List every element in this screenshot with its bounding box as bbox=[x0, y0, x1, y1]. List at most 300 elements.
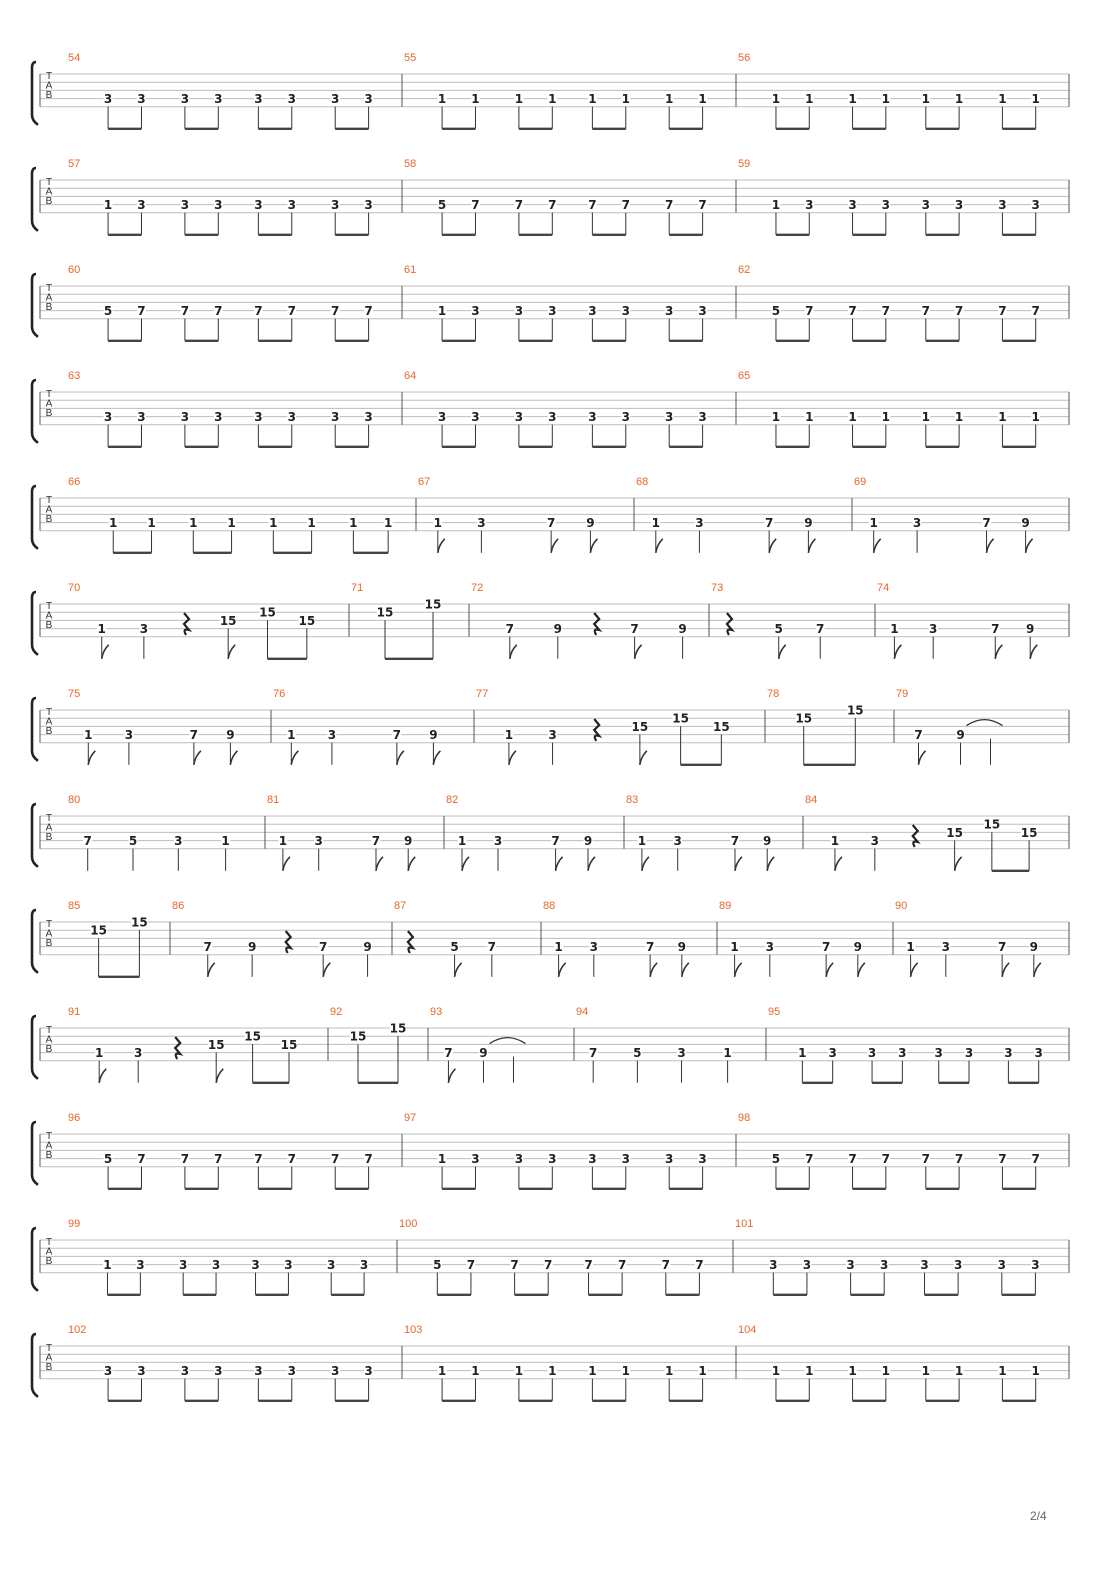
tab-note bbox=[589, 1046, 598, 1083]
tab-note bbox=[589, 940, 598, 977]
fret-number: 3 bbox=[214, 410, 223, 425]
quarter-rest-icon bbox=[175, 1037, 180, 1059]
fret-number: 1 bbox=[588, 92, 597, 107]
fret-number: 7 bbox=[998, 304, 1007, 319]
fret-number: 3 bbox=[284, 1258, 293, 1273]
fret-number: 1 bbox=[548, 1364, 557, 1379]
tab-clef-letter: T bbox=[45, 1343, 53, 1354]
fret-number: 1 bbox=[651, 516, 660, 531]
fret-number: 7 bbox=[695, 1258, 704, 1273]
tab-note bbox=[802, 1258, 811, 1295]
tab-note bbox=[429, 728, 441, 765]
fret-number: 7 bbox=[510, 1258, 519, 1273]
fret-number: 3 bbox=[828, 1046, 837, 1061]
tab-note bbox=[984, 818, 1001, 871]
eighth-flag-icon bbox=[448, 1069, 455, 1083]
tab-note bbox=[104, 92, 113, 129]
tab-note bbox=[180, 92, 189, 129]
tab-clef-letter: A bbox=[45, 186, 53, 198]
tab-note bbox=[244, 1030, 261, 1083]
tab-note bbox=[287, 728, 299, 765]
tab-note bbox=[331, 304, 340, 341]
fret-number: 3 bbox=[769, 1258, 778, 1273]
fret-number: 3 bbox=[331, 92, 340, 107]
eighth-flag-icon bbox=[874, 539, 881, 553]
measure-number: 57 bbox=[68, 158, 81, 170]
fret-number: 1 bbox=[698, 1364, 707, 1379]
tab-note bbox=[360, 1258, 369, 1295]
tab-note bbox=[487, 940, 496, 977]
measure-number: 97 bbox=[404, 1112, 417, 1124]
fret-number: 1 bbox=[730, 940, 739, 955]
tab-note bbox=[914, 728, 926, 765]
fret-number: 7 bbox=[364, 1152, 373, 1167]
measure-number: 74 bbox=[877, 582, 890, 594]
measure-number: 70 bbox=[68, 582, 81, 594]
fret-number: 3 bbox=[665, 304, 674, 319]
fret-number: 5 bbox=[771, 304, 781, 319]
fret-number: 7 bbox=[764, 516, 774, 531]
tab-note bbox=[584, 1258, 593, 1295]
fret-number: 5 bbox=[771, 1152, 781, 1167]
fret-number: 5 bbox=[450, 940, 459, 955]
tab-note bbox=[438, 1364, 447, 1401]
tab-clef-letter: A bbox=[45, 398, 53, 410]
eighth-flag-icon bbox=[397, 751, 404, 765]
tab-clef-letter: B bbox=[45, 620, 53, 631]
tab-note bbox=[588, 1152, 597, 1189]
fret-number: 9 bbox=[553, 622, 562, 637]
fret-number: 3 bbox=[698, 304, 707, 319]
tab-note bbox=[1031, 304, 1040, 341]
tab-clef-letter: A bbox=[45, 928, 53, 940]
fret-number: 3 bbox=[621, 410, 630, 425]
tab-clef-letter: B bbox=[45, 302, 53, 313]
fret-number: 3 bbox=[137, 92, 146, 107]
measure-number: 99 bbox=[68, 1218, 81, 1230]
fret-number: 3 bbox=[695, 516, 704, 531]
tab-system bbox=[32, 1112, 1069, 1189]
measure-number: 62 bbox=[738, 264, 751, 276]
fret-number: 3 bbox=[514, 304, 524, 319]
fret-number: 3 bbox=[254, 1364, 263, 1379]
fret-number: 9 bbox=[583, 834, 593, 849]
fret-number: 7 bbox=[589, 1046, 598, 1061]
tab-note bbox=[514, 198, 523, 235]
tab-note bbox=[955, 410, 964, 447]
fret-number: 3 bbox=[314, 834, 323, 849]
tab-note bbox=[723, 1046, 732, 1083]
tab-note bbox=[137, 304, 146, 341]
eighth-flag-icon bbox=[779, 645, 786, 659]
tab-clef-letter: A bbox=[45, 1034, 53, 1046]
eighth-flag-icon bbox=[509, 751, 516, 765]
fret-number: 3 bbox=[254, 410, 263, 425]
measure-number: 91 bbox=[68, 1006, 81, 1018]
fret-number: 3 bbox=[805, 198, 814, 213]
tab-note bbox=[890, 622, 902, 659]
eighth-flag-icon bbox=[735, 857, 742, 871]
fret-number: 7 bbox=[214, 304, 223, 319]
fret-number: 3 bbox=[867, 1046, 877, 1061]
fret-number: 3 bbox=[477, 516, 486, 531]
fret-number: 7 bbox=[630, 622, 639, 637]
fret-number: 3 bbox=[765, 940, 774, 955]
tab-note bbox=[998, 304, 1007, 341]
eighth-flag-icon bbox=[635, 645, 642, 659]
fret-number: 1 bbox=[621, 1364, 630, 1379]
tab-system bbox=[32, 370, 1069, 447]
tab-note bbox=[1031, 198, 1040, 235]
tab-note bbox=[137, 92, 146, 129]
tab-note bbox=[331, 1364, 340, 1401]
tab-clef-letter: B bbox=[45, 408, 53, 419]
fret-number: 1 bbox=[514, 1364, 524, 1379]
tab-note bbox=[363, 940, 372, 977]
fret-number: 15 bbox=[90, 923, 107, 938]
fret-number: 7 bbox=[471, 198, 480, 213]
fret-number: 3 bbox=[211, 1258, 221, 1273]
fret-number: 7 bbox=[921, 1152, 930, 1167]
tab-note bbox=[331, 410, 340, 447]
eighth-flag-icon bbox=[640, 751, 647, 765]
fret-number: 3 bbox=[621, 304, 630, 319]
fret-number: 3 bbox=[548, 1152, 557, 1167]
fret-number: 15 bbox=[349, 1029, 367, 1044]
tab-clef-letter: T bbox=[45, 389, 53, 400]
fret-number: 1 bbox=[805, 1364, 814, 1379]
fret-number: 7 bbox=[254, 1152, 263, 1167]
fret-number: 9 bbox=[429, 728, 438, 743]
eighth-flag-icon bbox=[987, 539, 994, 553]
fret-number: 1 bbox=[771, 1364, 781, 1379]
tab-clef-letter: T bbox=[45, 813, 53, 824]
tab-note bbox=[805, 1364, 814, 1401]
fret-number: 3 bbox=[254, 92, 263, 107]
tab-note bbox=[438, 1152, 447, 1189]
fret-number: 3 bbox=[846, 1258, 855, 1273]
fret-number: 1 bbox=[881, 92, 891, 107]
fret-number: 9 bbox=[479, 1046, 488, 1061]
measure-number: 81 bbox=[267, 794, 280, 806]
fret-number: 5 bbox=[633, 1046, 642, 1061]
tab-note bbox=[941, 940, 950, 977]
quarter-rest-icon bbox=[594, 719, 599, 741]
tab-note bbox=[180, 304, 189, 341]
tab-note bbox=[392, 728, 404, 765]
fret-number: 15 bbox=[846, 703, 864, 718]
system-bracket bbox=[32, 486, 38, 549]
fret-number: 7 bbox=[645, 940, 655, 955]
tab-note bbox=[881, 198, 890, 235]
tab-note bbox=[129, 834, 138, 871]
tab-note bbox=[514, 1152, 523, 1189]
tab-note bbox=[998, 410, 1007, 447]
tab-note bbox=[104, 198, 113, 235]
tab-note bbox=[1031, 1364, 1040, 1401]
fret-number: 7 bbox=[982, 516, 991, 531]
tab-note bbox=[214, 1364, 223, 1401]
tab-note bbox=[278, 834, 290, 871]
fret-number: 3 bbox=[665, 410, 674, 425]
tab-note bbox=[438, 92, 447, 129]
fret-number: 7 bbox=[998, 1152, 1007, 1167]
fret-number: 1 bbox=[998, 410, 1007, 425]
tab-note bbox=[84, 728, 96, 765]
eighth-flag-icon bbox=[230, 751, 237, 765]
fret-number: 7 bbox=[848, 304, 857, 319]
tab-note bbox=[248, 940, 257, 977]
tab-clef-letter: T bbox=[45, 1237, 53, 1248]
tab-note bbox=[548, 1364, 557, 1401]
tab-note bbox=[554, 940, 566, 977]
fret-number: 3 bbox=[493, 834, 503, 849]
fret-number: 7 bbox=[584, 1258, 593, 1273]
tab-note bbox=[956, 728, 965, 765]
measure-number: 90 bbox=[895, 900, 908, 912]
tab-note bbox=[180, 198, 189, 235]
eighth-flag-icon bbox=[376, 857, 383, 871]
tab-note bbox=[586, 516, 598, 553]
eighth-flag-icon bbox=[1002, 963, 1009, 977]
fret-number: 1 bbox=[665, 92, 674, 107]
tab-note bbox=[898, 1046, 907, 1083]
tab-note bbox=[921, 410, 930, 447]
fret-number: 15 bbox=[244, 1029, 261, 1044]
tab-note bbox=[822, 940, 834, 977]
tab-note bbox=[104, 1364, 113, 1401]
tab-note bbox=[588, 410, 597, 447]
system-bracket bbox=[32, 1122, 38, 1185]
tab-note bbox=[698, 304, 707, 341]
fret-number: 7 bbox=[821, 940, 831, 955]
tab-note bbox=[179, 1258, 188, 1295]
tab-clef-letter: T bbox=[45, 71, 53, 82]
fret-number: 15 bbox=[219, 613, 237, 628]
tab-note bbox=[319, 940, 331, 977]
eighth-flag-icon bbox=[216, 1069, 223, 1083]
tab-note bbox=[584, 834, 596, 871]
eighth-flag-icon bbox=[642, 857, 649, 871]
tab-note bbox=[618, 1258, 627, 1295]
fret-number: 7 bbox=[487, 940, 497, 955]
tab-note bbox=[377, 606, 394, 659]
fret-number: 7 bbox=[881, 1152, 891, 1167]
fret-number: 7 bbox=[588, 198, 597, 213]
fret-number: 9 bbox=[853, 940, 862, 955]
measure-number: 80 bbox=[68, 794, 81, 806]
fret-number: 9 bbox=[1021, 516, 1030, 531]
tab-note bbox=[881, 92, 890, 129]
eighth-flag-icon bbox=[919, 751, 926, 765]
tab-note bbox=[97, 622, 109, 659]
tab-note bbox=[510, 1258, 519, 1295]
fret-number: 3 bbox=[673, 834, 682, 849]
tab-note bbox=[327, 728, 336, 765]
fret-number: 1 bbox=[998, 92, 1007, 107]
eighth-flag-icon bbox=[656, 539, 663, 553]
fret-number: 1 bbox=[771, 198, 781, 213]
fret-number: 9 bbox=[363, 940, 372, 955]
tab-note bbox=[621, 198, 630, 235]
tab-note bbox=[621, 304, 630, 341]
quarter-rest-icon bbox=[408, 931, 413, 953]
fret-number: 7 bbox=[371, 834, 381, 849]
fret-number: 1 bbox=[269, 516, 278, 531]
fret-number: 3 bbox=[898, 1046, 907, 1061]
tab-note bbox=[471, 1152, 480, 1189]
tab-note bbox=[189, 728, 201, 765]
tab-note bbox=[505, 622, 517, 659]
tab-note bbox=[254, 92, 263, 129]
fret-number: 7 bbox=[466, 1258, 476, 1273]
tab-note bbox=[955, 304, 964, 341]
fret-number: 5 bbox=[103, 304, 113, 319]
tab-note bbox=[853, 940, 865, 977]
tab-note bbox=[774, 622, 786, 659]
tab-note bbox=[95, 1046, 107, 1083]
fret-number: 3 bbox=[802, 1258, 812, 1273]
fret-number: 3 bbox=[848, 198, 857, 213]
tab-note bbox=[331, 198, 340, 235]
measure-number: 71 bbox=[351, 582, 364, 594]
fret-number: 3 bbox=[124, 728, 134, 743]
fret-number: 1 bbox=[998, 1364, 1007, 1379]
tab-clef-letter: A bbox=[45, 1140, 53, 1152]
tab-system bbox=[32, 1218, 1069, 1295]
tab-note bbox=[180, 1364, 189, 1401]
eighth-flag-icon bbox=[682, 963, 689, 977]
fret-number: 1 bbox=[95, 1046, 104, 1061]
tab-note bbox=[805, 92, 814, 129]
tab-note bbox=[665, 198, 674, 235]
fret-number: 7 bbox=[287, 1152, 296, 1167]
measure-number: 54 bbox=[68, 52, 81, 64]
tab-clef-letter: A bbox=[45, 1246, 53, 1258]
eighth-flag-icon bbox=[826, 963, 833, 977]
fret-number: 1 bbox=[637, 834, 647, 849]
tab-note bbox=[997, 1258, 1006, 1295]
fret-number: 3 bbox=[364, 92, 373, 107]
tab-note bbox=[214, 92, 223, 129]
fret-number: 3 bbox=[251, 1258, 260, 1273]
fret-number: 1 bbox=[383, 516, 393, 531]
tab-note bbox=[450, 940, 462, 977]
tab-note bbox=[665, 1152, 674, 1189]
tab-note bbox=[548, 198, 557, 235]
fret-number: 1 bbox=[457, 834, 467, 849]
eighth-flag-icon bbox=[894, 645, 901, 659]
tab-note bbox=[548, 1152, 557, 1189]
tie-arc bbox=[967, 720, 1003, 726]
fret-number: 3 bbox=[471, 410, 480, 425]
fret-number: 3 bbox=[180, 410, 190, 425]
measure-number: 75 bbox=[68, 688, 81, 700]
tab-note bbox=[254, 198, 263, 235]
tab-clef-letter: A bbox=[45, 716, 53, 728]
fret-number: 3 bbox=[103, 1364, 113, 1379]
tab-note bbox=[633, 1046, 642, 1083]
tab-note bbox=[672, 712, 689, 765]
quarter-rest-icon bbox=[727, 613, 732, 635]
tab-clef-letter: B bbox=[45, 1044, 53, 1055]
measure-number: 55 bbox=[404, 52, 417, 64]
fret-number: 7 bbox=[546, 516, 556, 531]
tab-note bbox=[104, 410, 113, 447]
fret-number: 1 bbox=[221, 834, 230, 849]
fret-number: 15 bbox=[672, 711, 689, 726]
tab-note bbox=[404, 834, 416, 871]
fret-number: 7 bbox=[730, 834, 740, 849]
tab-note bbox=[881, 410, 890, 447]
fret-number: 3 bbox=[287, 92, 296, 107]
fret-number: 1 bbox=[1031, 410, 1040, 425]
eighth-flag-icon bbox=[588, 857, 595, 871]
fret-number: 1 bbox=[471, 1364, 480, 1379]
tab-note bbox=[254, 1152, 263, 1189]
eighth-flag-icon bbox=[283, 857, 290, 871]
tab-note bbox=[180, 410, 189, 447]
tab-note bbox=[965, 1046, 974, 1083]
fret-number: 1 bbox=[548, 92, 557, 107]
tab-note bbox=[364, 304, 373, 341]
fret-number: 1 bbox=[147, 516, 156, 531]
eighth-flag-icon bbox=[455, 963, 462, 977]
tab-note bbox=[651, 516, 663, 553]
tab-clef-letter: A bbox=[45, 504, 53, 516]
tab-note bbox=[805, 304, 814, 341]
eighth-flag-icon bbox=[433, 751, 440, 765]
tab-note bbox=[221, 834, 230, 871]
tab-note bbox=[547, 516, 559, 553]
tab-note bbox=[998, 1364, 1007, 1401]
fret-number: 3 bbox=[364, 410, 373, 425]
tab-note bbox=[174, 834, 183, 871]
tab-note bbox=[189, 516, 198, 553]
tab-note bbox=[1021, 516, 1033, 553]
measure-number: 102 bbox=[68, 1324, 87, 1336]
fret-number: 1 bbox=[848, 410, 857, 425]
eighth-flag-icon bbox=[769, 539, 776, 553]
tab-note bbox=[214, 198, 223, 235]
fret-number: 3 bbox=[137, 410, 146, 425]
measure-number: 82 bbox=[446, 794, 459, 806]
tab-clef-letter: A bbox=[45, 610, 53, 622]
tab-note bbox=[805, 410, 814, 447]
tab-note bbox=[1031, 1152, 1040, 1189]
tab-clef-letter: T bbox=[45, 495, 53, 506]
fret-number: 9 bbox=[678, 622, 687, 637]
fret-number: 1 bbox=[109, 516, 118, 531]
tab-note bbox=[471, 410, 480, 447]
tab-note bbox=[438, 410, 447, 447]
quarter-rest-icon bbox=[913, 825, 918, 847]
system-bracket bbox=[32, 1334, 38, 1397]
tab-note bbox=[848, 1152, 857, 1189]
tab-note bbox=[364, 92, 373, 129]
tab-note bbox=[287, 198, 296, 235]
tab-note bbox=[514, 1364, 523, 1401]
tab-note bbox=[677, 940, 689, 977]
tab-note bbox=[349, 516, 358, 553]
fret-number: 1 bbox=[771, 410, 781, 425]
eighth-flag-icon bbox=[88, 751, 95, 765]
fret-number: 1 bbox=[1031, 1364, 1040, 1379]
tab-note bbox=[471, 304, 480, 341]
tab-note bbox=[214, 410, 223, 447]
tab-note bbox=[551, 834, 563, 871]
tab-note bbox=[982, 516, 994, 553]
